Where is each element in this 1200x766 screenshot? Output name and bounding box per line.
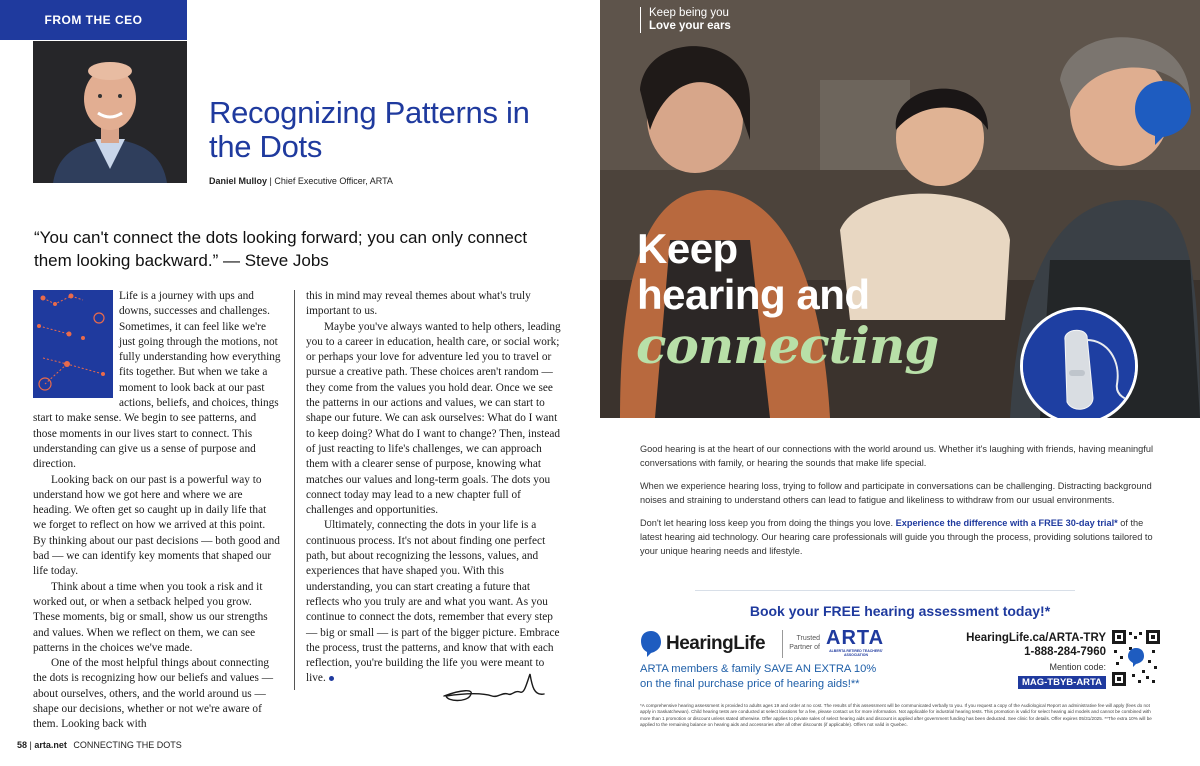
mention-code-label: Mention code: (1049, 662, 1106, 672)
hero-headline (637, 226, 870, 318)
end-mark-icon (329, 676, 334, 681)
book-assessment-cta: Book your FREE hearing assessment today!* (749, 603, 1051, 619)
hearinglife-logo-text: HearingLife (666, 633, 766, 654)
hero-photo (600, 0, 1200, 418)
hearinglife-advertisement (600, 0, 1200, 766)
byline-title: | Chief Executive Officer, ARTA (269, 176, 393, 186)
section-tab: FROM THE CEO (0, 0, 187, 40)
phone-number[interactable]: 1-888-284-7960 (1024, 646, 1106, 658)
article-final-paragraph (306, 518, 564, 686)
logo-separator (782, 630, 783, 658)
byline-name: Daniel Mulloy (209, 176, 268, 186)
savings-line-1: ARTA members & family SAVE AN EXTRA 10% (640, 663, 877, 675)
article-paragraph: Think about a time when you took a risk and it worked out, or when a setback helped you grow. These moments, big or small, show us our strengths and values. When we reflect on them, we can see patterns in the choices we've made. (33, 580, 268, 654)
ceo-signature (440, 666, 550, 706)
offer-lead-text: Don't let hearing loss keep you from doing the things you love. (640, 518, 894, 528)
tagline-line-2: Love your ears (649, 20, 731, 32)
article-paragraph: Maybe you've always wanted to help others, leading you to a career in education, health care, or social work; or perhaps your love for adventure led you to travel or pursue a creative path. These choices aren't random — they come from the values you hold dear. Once we see the patterns in our actions and values, we can start to shape our future. We can ask ourselves: What do I want to keep doing? What do I want to change? Then, instead of just reacting to life's challenges, we can approach them with a clearer sense of purpose, knowing what matches our values and long-term goals. The dots you connect today may lead to a new chapter full of challenges and opportunities. (306, 320, 561, 517)
byline (209, 176, 393, 186)
column-divider (294, 290, 295, 690)
qr-code-icon[interactable] (1112, 630, 1160, 686)
sound-bubble-icon (1133, 79, 1193, 147)
member-savings-offer (640, 662, 876, 692)
hearing-aid-device-image (1020, 307, 1138, 418)
tagline-line-1: Keep being you (649, 7, 729, 19)
article-paragraph: One of the most helpful things about connecting the dots is recognizing how our beliefs and values — about ourselves, others, and the world around us — shape our decisions, whether or not we're aware of them. Looking back with (33, 657, 274, 731)
article-column-1 (33, 289, 281, 733)
promo-code-badge: MAG-TBYB-ARTA (1018, 676, 1106, 689)
illustration-wrap-spacer (33, 289, 119, 399)
hero-line-1: Keep (637, 225, 738, 272)
article-paragraph: this in mind may reveal themes about what's truly important to us. (306, 290, 531, 318)
article-paragraph: Looking back on our past is a powerful way to understand how we got here and where we are heading. We often get so caught up in daily life that we forget to reflect on how we arrived at this point. By thinking about our past decisions — both good and bad — we can identify key moments that shaped our life today. (33, 473, 280, 578)
page-number: 58 (17, 740, 28, 750)
hearinglife-logo (640, 628, 776, 660)
arta-logo-subtitle: ALBERTA RETIRED TEACHERS' ASSOCIATION (829, 649, 883, 657)
booking-url-link[interactable]: HearingLife.ca/ARTA-TRY (966, 632, 1106, 644)
ceo-portrait (33, 41, 187, 183)
article-paragraph: Life is a journey with ups and downs, successes and challenges. Sometimes, it can feel like we're just going through the motions, not fully understanding how everything fits together. But when we take a moment to look back at our past actions, beliefs, and choices, things start to make sense. We begin to see patterns, and those moments in our lives start to connect. This understanding can give us a sense of purpose and direction. (33, 290, 281, 471)
article-headline: Recognizing Patterns in the Dots (209, 95, 530, 165)
ad-paragraph-offer (640, 516, 1160, 558)
trusted-partner-label: Trusted Partner of (789, 635, 820, 651)
article-paragraph: Ultimately, connecting the dots in your life is a continuous process. It's not about finding one perfect path, but about recognizing the lessons, values, and experiences that have shaped you. With this understanding, you can start creating a future that reflects who you truly are and what you want. As you continue to connect the dots, remember that every step — big or small — is part of the bigger picture. Embrace the process, trust the patterns, and know that with each reflection, you're building the life you were meant to live. (306, 519, 560, 685)
hearinglife-ear-icon (640, 630, 662, 658)
footer-site: arta.net (34, 740, 67, 750)
article-column-2 (306, 289, 564, 687)
page-footer (17, 740, 182, 750)
pull-quote: “You can't connect the dots looking forward; you can only connect them looking backward.” — Steve Jobs (34, 228, 528, 271)
contact-info (906, 632, 1106, 690)
arta-logo-text: ARTA (826, 627, 885, 649)
footer-separator-icon: | (29, 740, 35, 750)
savings-line-2: on the final purchase price of hearing aids!** (640, 678, 860, 690)
offer-rest-text: of the latest hearing aid technology. Our hearing care professionals will guide you through the process, providing solutions tailored to your unique hearing needs and lifestyle. (640, 518, 1153, 556)
ad-paragraph: When we experience hearing loss, trying to follow and participate in conversations can be challenging. Distracting background noises and straining to understand others can lead to fatigue and likeliness to withdraw from our usual environments. (640, 481, 1152, 505)
hero-line-2: hearing and (637, 271, 870, 318)
hero-script-word: connecting (636, 316, 939, 375)
legal-disclaimer: *A comprehensive hearing assessment is provided to adults ages 19 and order at no cost. The results of this assessment will be communicated verbally to you. If you request a copy of the Audiological Report an administrative fee will apply (fees do not apply in Saskatchewan). Child hearing tests are conducted at select locations for a fee, please contact us for more information. Not applicable for industrial hearing tests. This promotion is valid for select hearing aid models and cannot be combined with more than 1 promotion or discount unless stated otherwise. Offer applies to private sales of select hearing aids and discount is applied after government funding has been deducted. See clinic for details. Offer expires 05/31/2025. **The extra 10% will be applied to the remaining balance on hearing aids and accessories after all other discounts (if applicable). Offers not valid in Quebec. (640, 703, 1152, 727)
footer-section: CONNECTING THE DOTS (73, 740, 182, 750)
ad-paragraph: Good hearing is at the heart of our connections with the world around us. Whether it's laughing with friends, having meaningful conversations with family, or hearing the sounds that make life special. (640, 444, 1153, 468)
arta-logo (826, 628, 886, 658)
ad-divider (695, 590, 1075, 591)
free-trial-highlight: Experience the difference with a FREE 30-day trial* (895, 518, 1118, 528)
ad-tagline (640, 7, 731, 33)
ad-body-copy (640, 442, 1160, 567)
